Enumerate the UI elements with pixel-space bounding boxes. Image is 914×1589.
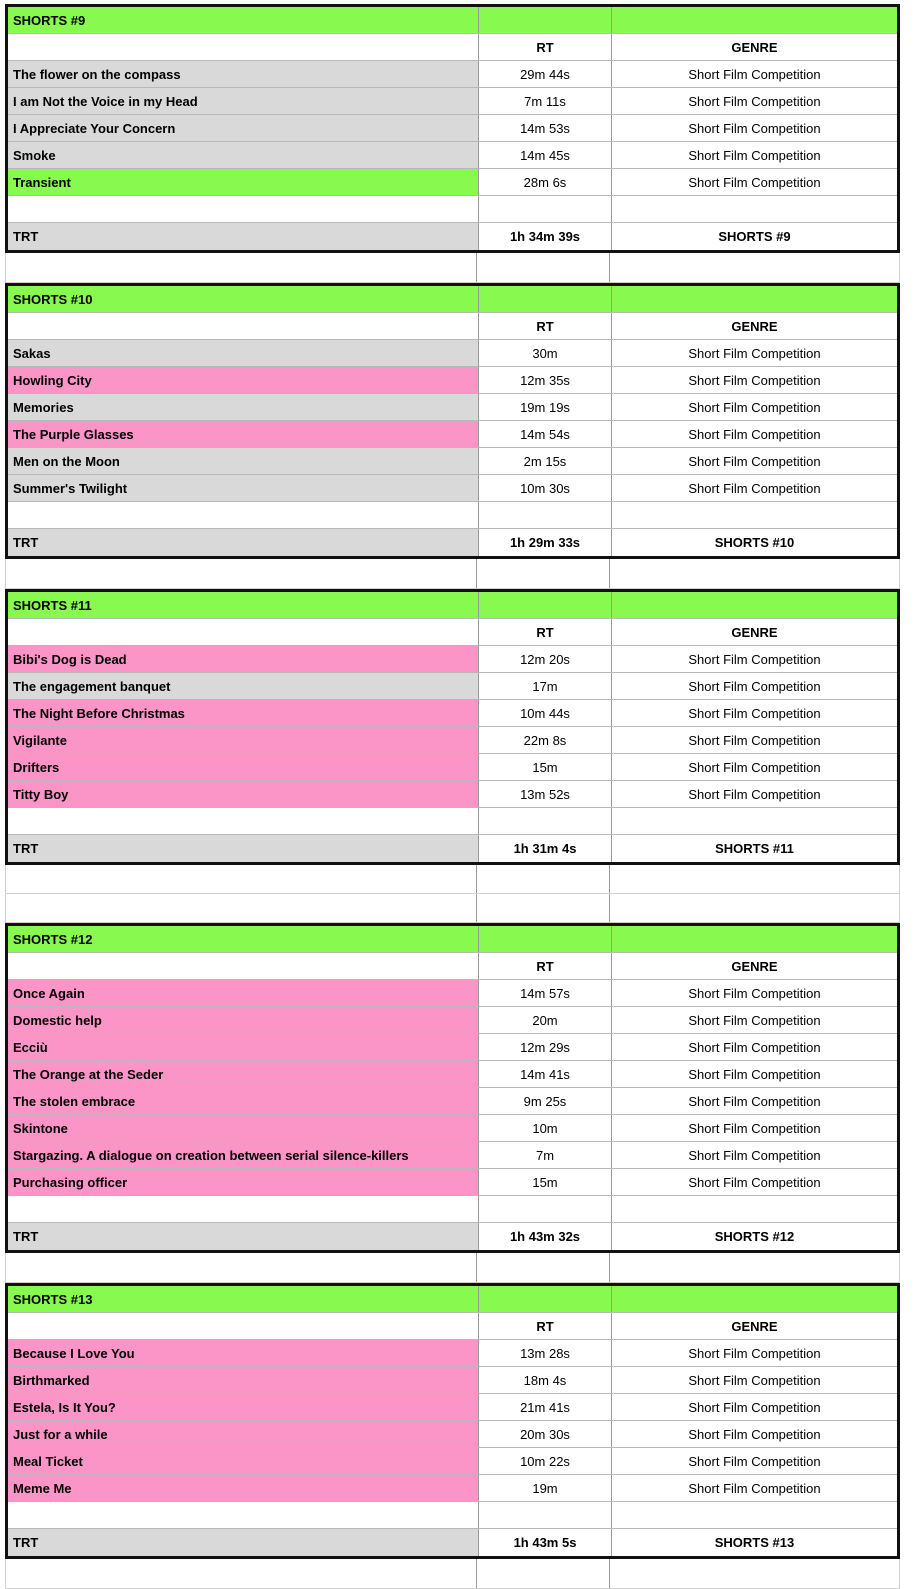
film-runtime-cell[interactable]: 14m 41s: [479, 1061, 612, 1087]
film-genre-cell[interactable]: Short Film Competition: [612, 781, 897, 807]
film-title-cell[interactable]: Domestic help: [8, 1007, 479, 1033]
film-row: [8, 1340, 897, 1367]
trt-block-name-cell[interactable]: SHORTS #13: [612, 1529, 897, 1556]
film-genre-cell[interactable]: Short Film Competition: [612, 673, 897, 699]
film-title-cell[interactable]: Men on the Moon: [8, 448, 479, 474]
film-row: [8, 1421, 897, 1448]
film-genre-cell[interactable]: Short Film Competition: [612, 142, 897, 168]
empty-cell[interactable]: [8, 34, 479, 60]
film-title-cell[interactable]: Birthmarked: [8, 1367, 479, 1393]
film-row: [8, 115, 897, 142]
film-genre-cell[interactable]: Short Film Competition: [612, 367, 897, 393]
film-genre-cell[interactable]: Short Film Competition: [612, 1007, 897, 1033]
shorts-block: [5, 4, 900, 253]
film-genre-cell[interactable]: Short Film Competition: [612, 421, 897, 447]
film-runtime-cell[interactable]: 15m: [479, 1169, 612, 1195]
film-genre-cell[interactable]: Short Film Competition: [612, 1367, 897, 1393]
film-runtime-cell[interactable]: 12m 35s: [479, 367, 612, 393]
film-title-cell[interactable]: Because I Love You: [8, 1340, 479, 1366]
film-row: [8, 394, 897, 421]
film-row: [8, 754, 897, 781]
film-genre-cell[interactable]: Short Film Competition: [612, 61, 897, 87]
header-cell[interactable]: [612, 592, 897, 618]
film-genre-cell[interactable]: Short Film Competition: [612, 1142, 897, 1168]
film-title-cell[interactable]: The engagement banquet: [8, 673, 479, 699]
trt-value-cell[interactable]: 1h 34m 39s: [479, 223, 612, 250]
empty-cell[interactable]: [612, 1196, 897, 1222]
shorts-block: [5, 1283, 900, 1559]
film-row: [8, 1061, 897, 1088]
column-header-row: [8, 313, 897, 340]
film-row: [8, 1367, 897, 1394]
empty-spacer-row: [5, 1559, 900, 1589]
total-row: [8, 835, 897, 862]
film-runtime-cell[interactable]: 20m: [479, 1007, 612, 1033]
empty-cell[interactable]: [612, 502, 897, 528]
film-runtime-cell[interactable]: 18m 4s: [479, 1367, 612, 1393]
genre-column-header[interactable]: GENRE: [612, 953, 897, 979]
empty-cell[interactable]: [612, 196, 897, 222]
genre-column-header[interactable]: GENRE: [612, 1313, 897, 1339]
header-cell[interactable]: [479, 592, 612, 618]
film-row: [8, 1394, 897, 1421]
empty-row: [8, 502, 897, 529]
film-title-cell[interactable]: The stolen embrace: [8, 1088, 479, 1114]
film-runtime-cell[interactable]: 14m 54s: [479, 421, 612, 447]
film-row: [8, 781, 897, 808]
film-row: [8, 142, 897, 169]
film-title-cell[interactable]: Just for a while: [8, 1421, 479, 1447]
empty-cell[interactable]: [6, 253, 477, 282]
film-title-cell[interactable]: Transient: [8, 169, 479, 195]
empty-cell[interactable]: [6, 1253, 477, 1282]
empty-cell[interactable]: [610, 559, 899, 588]
empty-cell[interactable]: [610, 1253, 899, 1282]
film-genre-cell[interactable]: Short Film Competition: [612, 646, 897, 672]
total-row: [8, 529, 897, 556]
header-cell[interactable]: [612, 926, 897, 952]
trt-label-cell[interactable]: TRT: [8, 835, 479, 862]
film-title-cell[interactable]: Summer's Twilight: [8, 475, 479, 501]
trt-block-name-cell[interactable]: SHORTS #12: [612, 1223, 897, 1250]
column-header-row: [8, 34, 897, 61]
empty-cell[interactable]: [477, 253, 610, 282]
column-header-row: [8, 619, 897, 646]
total-row: [8, 223, 897, 250]
film-runtime-cell[interactable]: 13m 28s: [479, 1340, 612, 1366]
film-genre-cell[interactable]: Short Film Competition: [612, 700, 897, 726]
trt-value-cell[interactable]: 1h 31m 4s: [479, 835, 612, 862]
trt-label-cell[interactable]: TRT: [8, 223, 479, 250]
shorts-block: [5, 923, 900, 1253]
empty-row: [8, 1196, 897, 1223]
shorts-block: [5, 589, 900, 865]
film-row: [8, 1088, 897, 1115]
trt-value-cell[interactable]: 1h 43m 5s: [479, 1529, 612, 1556]
block-header-row: [8, 592, 897, 619]
film-title-cell[interactable]: I Appreciate Your Concern: [8, 115, 479, 141]
block-title-cell[interactable]: SHORTS #10: [8, 286, 479, 312]
header-cell[interactable]: [479, 926, 612, 952]
film-title-cell[interactable]: Once Again: [8, 980, 479, 1006]
empty-spacer-row: [5, 1253, 900, 1283]
film-genre-cell[interactable]: Short Film Competition: [612, 1088, 897, 1114]
film-title-cell[interactable]: Vigilante: [8, 727, 479, 753]
block-title-cell[interactable]: SHORTS #9: [8, 7, 479, 33]
film-runtime-cell[interactable]: 7m 11s: [479, 88, 612, 114]
empty-spacer-row: [5, 559, 900, 589]
total-row: [8, 1529, 897, 1556]
empty-cell[interactable]: [8, 196, 479, 222]
film-title-cell[interactable]: Meal Ticket: [8, 1448, 479, 1474]
empty-cell[interactable]: [477, 894, 610, 922]
empty-row: [8, 808, 897, 835]
film-row: [8, 88, 897, 115]
film-runtime-cell[interactable]: 14m 45s: [479, 142, 612, 168]
film-title-cell[interactable]: The Purple Glasses: [8, 421, 479, 447]
header-cell[interactable]: [612, 7, 897, 33]
film-genre-cell[interactable]: Short Film Competition: [612, 1475, 897, 1501]
empty-cell[interactable]: [8, 1196, 479, 1222]
film-row: [8, 700, 897, 727]
film-row: [8, 1142, 897, 1169]
film-row: [8, 727, 897, 754]
header-cell[interactable]: [612, 286, 897, 312]
empty-spacer-row: [5, 865, 900, 894]
empty-row: [8, 196, 897, 223]
trt-label-cell[interactable]: TRT: [8, 1529, 479, 1556]
block-title-cell[interactable]: SHORTS #11: [8, 592, 479, 618]
film-runtime-cell[interactable]: 20m 30s: [479, 1421, 612, 1447]
trt-block-name-cell[interactable]: SHORTS #10: [612, 529, 897, 556]
empty-cell[interactable]: [8, 1502, 479, 1528]
empty-cell[interactable]: [479, 196, 612, 222]
trt-label-cell[interactable]: TRT: [8, 1223, 479, 1250]
rt-column-header[interactable]: RT: [479, 953, 612, 979]
trt-block-name-cell[interactable]: SHORTS #9: [612, 223, 897, 250]
empty-cell[interactable]: [477, 1559, 610, 1588]
film-title-cell[interactable]: The flower on the compass: [8, 61, 479, 87]
film-row: [8, 367, 897, 394]
block-header-row: [8, 926, 897, 953]
film-title-cell[interactable]: Memories: [8, 394, 479, 420]
film-title-cell[interactable]: Meme Me: [8, 1475, 479, 1501]
rt-column-header[interactable]: RT: [479, 313, 612, 339]
film-runtime-cell[interactable]: 19m: [479, 1475, 612, 1501]
film-runtime-cell[interactable]: 19m 19s: [479, 394, 612, 420]
film-genre-cell[interactable]: Short Film Competition: [612, 1394, 897, 1420]
header-cell[interactable]: [479, 286, 612, 312]
film-genre-cell[interactable]: Short Film Competition: [612, 727, 897, 753]
empty-cell[interactable]: [610, 1559, 899, 1588]
film-runtime-cell[interactable]: 28m 6s: [479, 169, 612, 195]
empty-cell[interactable]: [612, 808, 897, 834]
film-runtime-cell[interactable]: 22m 8s: [479, 727, 612, 753]
film-row: [8, 1475, 897, 1502]
film-runtime-cell[interactable]: 9m 25s: [479, 1088, 612, 1114]
film-row: [8, 1034, 897, 1061]
film-genre-cell[interactable]: Short Film Competition: [612, 115, 897, 141]
empty-cell[interactable]: [8, 502, 479, 528]
film-row: [8, 475, 897, 502]
rt-column-header[interactable]: RT: [479, 34, 612, 60]
film-row: [8, 1115, 897, 1142]
film-genre-cell[interactable]: Short Film Competition: [612, 1421, 897, 1447]
film-title-cell[interactable]: Howling City: [8, 367, 479, 393]
film-genre-cell[interactable]: Short Film Competition: [612, 1034, 897, 1060]
film-runtime-cell[interactable]: 10m: [479, 1115, 612, 1141]
film-title-cell[interactable]: Sakas: [8, 340, 479, 366]
film-row: [8, 980, 897, 1007]
empty-cell[interactable]: [479, 1196, 612, 1222]
column-header-row: [8, 1313, 897, 1340]
empty-cell[interactable]: [477, 865, 610, 893]
empty-cell[interactable]: [6, 894, 477, 922]
film-title-cell[interactable]: I am Not the Voice in my Head: [8, 88, 479, 114]
film-runtime-cell[interactable]: 15m: [479, 754, 612, 780]
film-runtime-cell[interactable]: 10m 22s: [479, 1448, 612, 1474]
film-runtime-cell[interactable]: 14m 57s: [479, 980, 612, 1006]
film-runtime-cell[interactable]: 21m 41s: [479, 1394, 612, 1420]
film-title-cell[interactable]: Stargazing. A dialogue on creation between serial silence-killers: [8, 1142, 479, 1168]
shorts-block: [5, 283, 900, 559]
column-header-row: [8, 953, 897, 980]
film-title-cell[interactable]: Titty Boy: [8, 781, 479, 807]
film-row: [8, 421, 897, 448]
empty-cell[interactable]: [6, 865, 477, 893]
empty-cell[interactable]: [6, 1559, 477, 1588]
empty-row: [8, 1502, 897, 1529]
film-runtime-cell[interactable]: 10m 30s: [479, 475, 612, 501]
film-title-cell[interactable]: Purchasing officer: [8, 1169, 479, 1195]
film-row: [8, 448, 897, 475]
film-title-cell[interactable]: Bibi's Dog is Dead: [8, 646, 479, 672]
film-row: [8, 340, 897, 367]
film-title-cell[interactable]: Estela, Is It You?: [8, 1394, 479, 1420]
film-runtime-cell[interactable]: 14m 53s: [479, 115, 612, 141]
block-title-cell[interactable]: SHORTS #13: [8, 1286, 479, 1312]
film-row: [8, 169, 897, 196]
film-row: [8, 1448, 897, 1475]
empty-cell[interactable]: [479, 502, 612, 528]
header-cell[interactable]: [479, 1286, 612, 1312]
empty-cell[interactable]: [8, 953, 479, 979]
rt-column-header[interactable]: RT: [479, 619, 612, 645]
film-runtime-cell[interactable]: 30m: [479, 340, 612, 366]
empty-spacer-row: [5, 894, 900, 923]
trt-value-cell[interactable]: 1h 29m 33s: [479, 529, 612, 556]
header-cell[interactable]: [479, 7, 612, 33]
film-row: [8, 1007, 897, 1034]
film-genre-cell[interactable]: Short Film Competition: [612, 448, 897, 474]
empty-cell[interactable]: [477, 559, 610, 588]
block-header-row: [8, 1286, 897, 1313]
film-runtime-cell[interactable]: 17m: [479, 673, 612, 699]
empty-cell[interactable]: [610, 894, 899, 922]
film-row: [8, 673, 897, 700]
empty-cell[interactable]: [610, 865, 899, 893]
film-title-cell[interactable]: Smoke: [8, 142, 479, 168]
film-genre-cell[interactable]: Short Film Competition: [612, 340, 897, 366]
empty-cell[interactable]: [479, 808, 612, 834]
empty-cell[interactable]: [6, 559, 477, 588]
film-row: [8, 1169, 897, 1196]
film-genre-cell[interactable]: Short Film Competition: [612, 169, 897, 195]
film-genre-cell[interactable]: Short Film Competition: [612, 1448, 897, 1474]
spreadsheet: [5, 4, 900, 1589]
empty-cell[interactable]: [477, 1253, 610, 1282]
film-genre-cell[interactable]: Short Film Competition: [612, 1340, 897, 1366]
film-genre-cell[interactable]: Short Film Competition: [612, 394, 897, 420]
empty-cell[interactable]: [8, 1313, 479, 1339]
film-genre-cell[interactable]: Short Film Competition: [612, 1061, 897, 1087]
block-header-row: [8, 7, 897, 34]
trt-label-cell[interactable]: TRT: [8, 529, 479, 556]
film-runtime-cell[interactable]: 10m 44s: [479, 700, 612, 726]
genre-column-header[interactable]: GENRE: [612, 34, 897, 60]
empty-cell[interactable]: [479, 1502, 612, 1528]
empty-cell[interactable]: [610, 253, 899, 282]
rt-column-header[interactable]: RT: [479, 1313, 612, 1339]
trt-value-cell[interactable]: 1h 43m 32s: [479, 1223, 612, 1250]
film-runtime-cell[interactable]: 13m 52s: [479, 781, 612, 807]
film-title-cell[interactable]: Drifters: [8, 754, 479, 780]
trt-block-name-cell[interactable]: SHORTS #11: [612, 835, 897, 862]
film-title-cell[interactable]: Skintone: [8, 1115, 479, 1141]
total-row: [8, 1223, 897, 1250]
genre-column-header[interactable]: GENRE: [612, 313, 897, 339]
film-runtime-cell[interactable]: 12m 29s: [479, 1034, 612, 1060]
film-genre-cell[interactable]: Short Film Competition: [612, 475, 897, 501]
block-title-cell[interactable]: SHORTS #12: [8, 926, 479, 952]
film-title-cell[interactable]: Ecciù: [8, 1034, 479, 1060]
empty-cell[interactable]: [612, 1502, 897, 1528]
film-runtime-cell[interactable]: 12m 20s: [479, 646, 612, 672]
block-header-row: [8, 286, 897, 313]
empty-cell[interactable]: [8, 619, 479, 645]
empty-cell[interactable]: [8, 808, 479, 834]
film-runtime-cell[interactable]: 7m: [479, 1142, 612, 1168]
film-genre-cell[interactable]: Short Film Competition: [612, 88, 897, 114]
empty-spacer-row: [5, 253, 900, 283]
empty-cell[interactable]: [8, 313, 479, 339]
header-cell[interactable]: [612, 1286, 897, 1312]
film-genre-cell[interactable]: Short Film Competition: [612, 1115, 897, 1141]
film-title-cell[interactable]: The Night Before Christmas: [8, 700, 479, 726]
film-genre-cell[interactable]: Short Film Competition: [612, 754, 897, 780]
film-runtime-cell[interactable]: 29m 44s: [479, 61, 612, 87]
film-row: [8, 646, 897, 673]
genre-column-header[interactable]: GENRE: [612, 619, 897, 645]
film-runtime-cell[interactable]: 2m 15s: [479, 448, 612, 474]
film-genre-cell[interactable]: Short Film Competition: [612, 980, 897, 1006]
film-row: [8, 61, 897, 88]
film-title-cell[interactable]: The Orange at the Seder: [8, 1061, 479, 1087]
film-genre-cell[interactable]: Short Film Competition: [612, 1169, 897, 1195]
